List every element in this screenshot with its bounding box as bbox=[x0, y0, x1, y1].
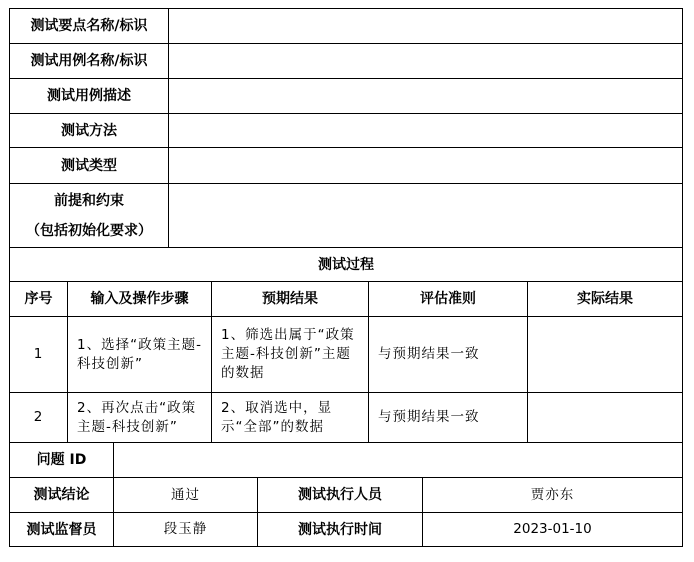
test-case-name-value bbox=[169, 44, 682, 78]
table-row-2-criteria: 与预期结果一致 bbox=[378, 409, 480, 425]
table-row-2-step: 2、再次点击“政策主题-科技创新” bbox=[77, 399, 197, 435]
column-header-steps: 输入及操作步骤 bbox=[90, 291, 189, 307]
table-row-1-index: 1 bbox=[33, 346, 44, 362]
preconditions-value bbox=[169, 184, 682, 247]
test-type-value bbox=[169, 148, 682, 183]
test-method-label: 测试方法 bbox=[61, 122, 117, 139]
column-header-criteria: 评估准则 bbox=[420, 291, 476, 307]
issue-id-label: 问题 ID bbox=[36, 452, 87, 468]
test-supervisor-label: 测试监督员 bbox=[26, 521, 97, 538]
test-conclusion-value: 通过 bbox=[171, 486, 200, 503]
test-case-description-value bbox=[169, 79, 682, 113]
table-row-2-expected: 2、取消选中，显示“全部”的数据 bbox=[221, 399, 333, 435]
test-point-name-label: 测试要点名称/标识 bbox=[30, 18, 148, 34]
table-row-1-actual bbox=[528, 317, 682, 392]
test-execution-time-label: 测试执行时间 bbox=[298, 521, 382, 538]
table-row-1-step: 1、选择“政策主题-科技创新” bbox=[77, 336, 202, 372]
test-method-value bbox=[169, 114, 682, 147]
table-row-2-actual bbox=[528, 393, 682, 442]
table-row-1-expected: 1、筛选出属于“政策主题-科技创新”主题的数据 bbox=[221, 327, 355, 381]
preconditions-label-line1: 前提和约束 bbox=[54, 192, 124, 209]
test-executor-label: 测试执行人员 bbox=[298, 487, 382, 503]
preconditions-label bbox=[10, 184, 168, 247]
test-supervisor-value: 段玉静 bbox=[163, 521, 208, 537]
test-case-description-label: 测试用例描述 bbox=[47, 88, 131, 104]
test-executor-value: 贾亦东 bbox=[530, 486, 575, 503]
test-case-table bbox=[9, 8, 683, 547]
column-header-index: 序号 bbox=[24, 291, 53, 307]
test-process-title: 测试过程 bbox=[318, 256, 374, 273]
preconditions-label-line2: （包括初始化要求） bbox=[26, 222, 152, 239]
test-type-label: 测试类型 bbox=[61, 157, 117, 174]
column-header-actual: 实际结果 bbox=[577, 291, 633, 307]
table-row-1-criteria: 与预期结果一致 bbox=[378, 346, 480, 362]
column-header-expected: 预期结果 bbox=[262, 291, 318, 307]
test-case-name-label: 测试用例名称/标识 bbox=[30, 53, 148, 69]
test-execution-time-value: 2023-01-10 bbox=[513, 521, 592, 537]
issue-id-value bbox=[114, 443, 682, 477]
test-conclusion-label: 测试结论 bbox=[33, 487, 90, 503]
test-point-name-value bbox=[169, 9, 682, 43]
table-row-2-index: 2 bbox=[33, 409, 44, 425]
